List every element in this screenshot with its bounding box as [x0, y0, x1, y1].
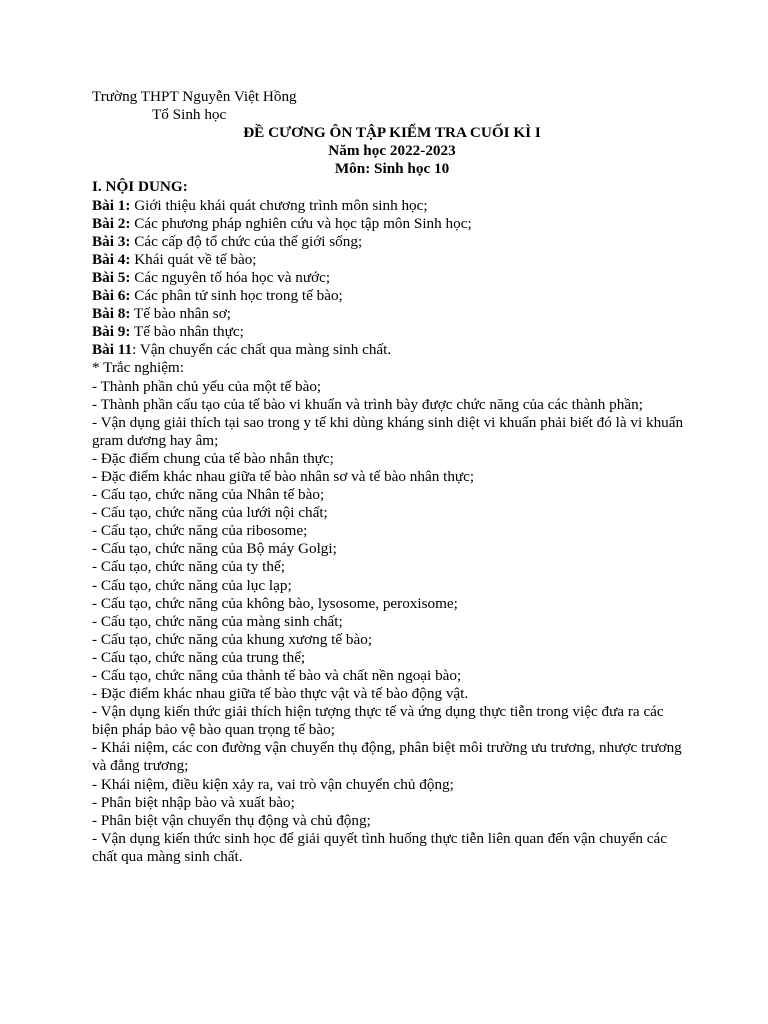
- lesson-text: Các phương pháp nghiên cứu và học tập môn Sinh học;: [130, 214, 472, 232]
- document-title: ĐỀ CƯƠNG ÔN TẬP KIỂM TRA CUỐI KÌ I: [243, 124, 541, 142]
- quiz-item: - Vận dụng kiến thức sinh học để giải quyết tình huống thực tiễn liên quan đến vận chuyển các chất qua màng sinh chất.: [92, 829, 668, 865]
- lesson-label: Bài 9:: [92, 323, 131, 341]
- lesson-item: [92, 197, 692, 215]
- quiz-item: - Đặc điểm khác nhau giữa tế bào nhân sơ và tế bào nhân thực;: [92, 467, 475, 485]
- lesson-text: Các cấp độ tổ chức của thế giới sống;: [130, 232, 363, 250]
- lesson-item: [92, 341, 692, 359]
- quiz-item: - Cấu tạo, chức năng của lưới nội chất;: [92, 504, 328, 522]
- lesson-item: [92, 251, 692, 269]
- subject-name: Môn: Sinh học 10: [334, 160, 450, 178]
- quiz-item: - Phân biệt nhập bào và xuất bào;: [92, 793, 295, 811]
- quiz-item: - Cấu tạo, chức năng của Bộ máy Golgi;: [92, 540, 337, 558]
- quiz-item: - Cấu tạo, chức năng của khung xương tế bào;: [92, 630, 373, 648]
- quiz-item: - Cấu tạo, chức năng của ribosome;: [92, 522, 308, 540]
- quiz-item: - Đặc điểm khác nhau giữa tế bào thực vật và tế bào động vật.: [92, 685, 469, 703]
- quiz-item: - Vận dụng giải thích tại sao trong y tế khi dùng kháng sinh diệt vi khuẩn phải biết đó là vi khuẩn gram dương hay âm;: [92, 413, 684, 449]
- quiz-list: [92, 378, 692, 867]
- lesson-text: Khái quát về tế bào;: [130, 250, 257, 268]
- school-name: Trường THPT Nguyễn Việt Hồng: [92, 88, 297, 105]
- section-heading: I. NỘI DUNG:: [92, 178, 188, 196]
- department-name: Tổ Sinh học: [152, 106, 227, 124]
- lesson-label: Bài 3:: [92, 232, 131, 250]
- lesson-label: Bài 11: [92, 341, 133, 359]
- lesson-text: Các nguyên tố hóa học và nước;: [130, 268, 331, 286]
- lesson-item: [92, 269, 692, 287]
- lesson-item: [92, 215, 692, 233]
- quiz-heading: * Trắc nghiệm:: [92, 359, 184, 377]
- quiz-item: - Khái niệm, điều kiện xảy ra, vai trò vận chuyển chủ động;: [92, 775, 454, 793]
- quiz-item: - Cấu tạo, chức năng của trung thể;: [92, 648, 306, 666]
- quiz-item: - Cấu tạo, chức năng của không bào, lysosome, peroxisome;: [92, 594, 458, 612]
- lesson-item: [92, 287, 692, 305]
- quiz-item: - Vận dụng kiến thức giải thích hiện tượng thực tế và ứng dụng thực tiễn trong việc đưa ra các biện pháp bảo vệ bào quan trọng tế bào;: [92, 703, 664, 739]
- lesson-text: Tế bào nhân sơ;: [130, 305, 231, 323]
- lesson-list: [92, 197, 692, 360]
- lesson-label: Bài 6:: [92, 287, 131, 305]
- lesson-label: Bài 8:: [92, 305, 131, 323]
- quiz-item: - Thành phần cấu tạo của tế bào vi khuẩn và trình bày được chức năng của các thành phần;: [92, 395, 643, 413]
- quiz-item: - Cấu tạo, chức năng của thành tế bào và chất nền ngoại bào;: [92, 667, 462, 684]
- document-page: [92, 88, 692, 866]
- lesson-label: Bài 5:: [92, 268, 131, 286]
- quiz-item: - Khái niệm, các con đường vận chuyển thụ động, phân biệt môi trường ưu trương, nhược trương và đẳng trương;: [92, 739, 682, 775]
- lesson-item: [92, 305, 692, 323]
- quiz-item: - Phân biệt vận chuyển thụ động và chủ động;: [92, 811, 371, 829]
- lesson-text: Giới thiệu khái quát chương trình môn sinh học;: [130, 196, 428, 214]
- lesson-text: Các phân tử sinh học trong tế bào;: [130, 287, 343, 305]
- lesson-label: Bài 2:: [92, 214, 131, 232]
- lesson-item: [92, 323, 692, 341]
- quiz-item: - Cấu tạo, chức năng của Nhân tế bào;: [92, 486, 325, 504]
- quiz-item: - Thành phần chủ yếu của một tế bào;: [92, 377, 322, 395]
- quiz-item: - Cấu tạo, chức năng của màng sinh chất;: [92, 612, 343, 630]
- lesson-text: : Vận chuyển các chất qua màng sinh chất.: [132, 341, 392, 359]
- lesson-item: [92, 233, 692, 251]
- quiz-item: - Đặc điểm chung của tế bào nhân thực;: [92, 449, 334, 467]
- lesson-text: Tế bào nhân thực;: [130, 323, 244, 341]
- school-year: Năm học 2022-2023: [328, 142, 456, 160]
- lesson-label: Bài 4:: [92, 250, 131, 268]
- quiz-item: - Cấu tạo, chức năng của ty thể;: [92, 558, 285, 576]
- quiz-item: - Cấu tạo, chức năng của lục lạp;: [92, 576, 292, 594]
- lesson-label: Bài 1:: [92, 196, 131, 214]
